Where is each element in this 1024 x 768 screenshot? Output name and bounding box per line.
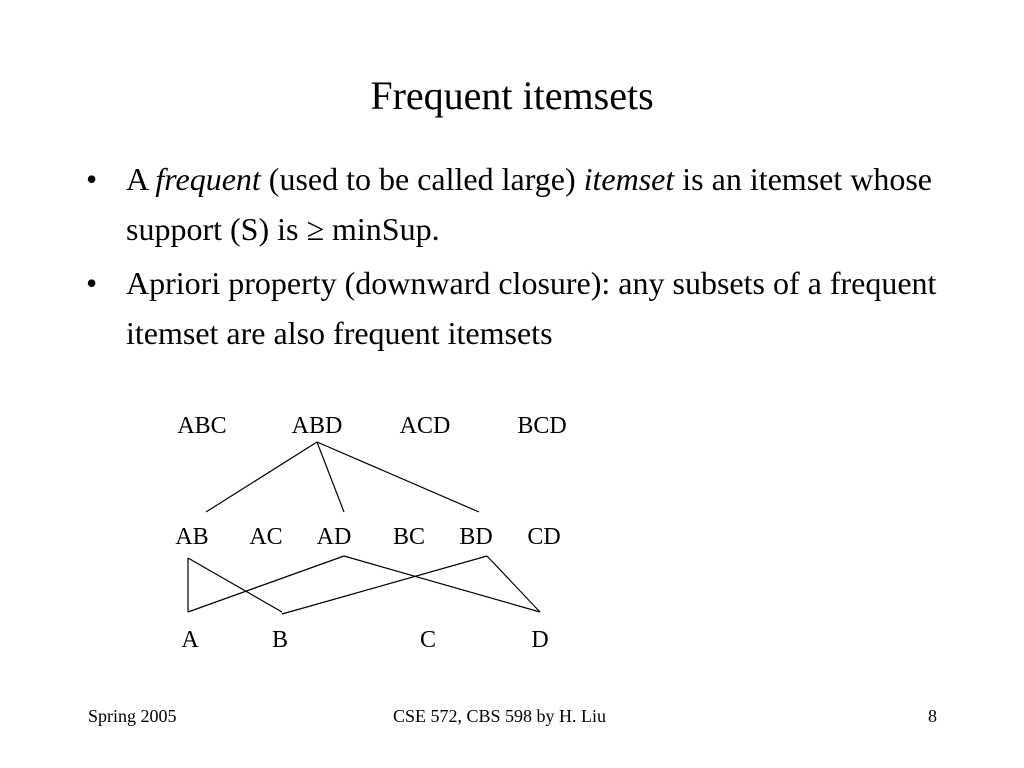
footer-course: CSE 572, CBS 598 by H. Liu [393, 706, 607, 726]
itemset-node-cd: CD [527, 524, 561, 550]
footer-date: Spring 2005 [88, 706, 177, 726]
lattice-edge-bd-d [487, 556, 540, 612]
bullet-text: A [126, 161, 156, 197]
itemset-node-bd: BD [459, 524, 493, 550]
itemset-node-bc: BC [392, 524, 426, 550]
slide-title: Frequent itemsets [370, 73, 654, 118]
lattice-edge-ab-b [188, 558, 282, 612]
itemset-node-ad: AD [316, 524, 352, 550]
lattice-edge-abd-bd [317, 442, 479, 512]
itemset-node-bcd: BCD [517, 413, 567, 439]
bullet-marker: • [86, 265, 98, 301]
emphasized-term: itemset [583, 161, 675, 197]
bullet-text: Apriori property (downward closure): any subsets of a frequent itemset are also frequent itemsets [126, 265, 937, 351]
lattice-edge-abd-ab [206, 442, 317, 512]
itemset-node-acd: ACD [399, 413, 451, 439]
itemset-node-ac: AC [249, 524, 283, 550]
itemset-node-ab: AB [175, 524, 209, 550]
itemset-node-abd: ABD [291, 413, 343, 439]
lattice-edge-bd-b [282, 556, 487, 614]
emphasized-term: frequent [155, 161, 261, 197]
itemset-node-a: A [181, 627, 199, 653]
itemset-node-b: B [271, 627, 289, 653]
bullet-text: (used to be called large) [260, 161, 584, 197]
itemset-node-c: C [419, 627, 437, 653]
lattice-edge-ad-d [344, 556, 540, 612]
footer-page-number: 8 [928, 706, 937, 726]
bullet-text: is an itemset whose support (S) is ≥ minSup. [126, 161, 932, 247]
bullet-marker: • [86, 161, 98, 197]
itemset-node-abc: ABC [177, 413, 227, 439]
itemset-node-d: D [531, 627, 549, 653]
